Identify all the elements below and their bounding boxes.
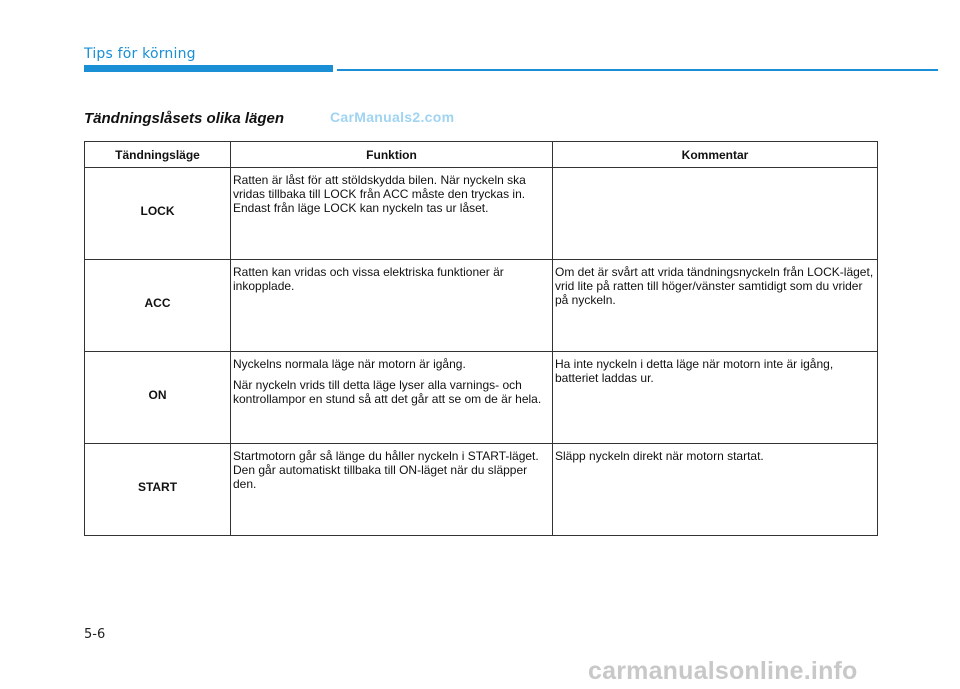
- column-header-comment: Kommentar: [553, 142, 878, 168]
- column-header-position: Tändningsläge: [85, 142, 231, 168]
- table-row: [85, 444, 878, 536]
- function-text: Startmotorn går så länge du håller nyckeln i START-läget. Den går automatiskt tillbaka till ON-läget när du släpper den.: [233, 449, 539, 491]
- position-label: ACC: [144, 295, 171, 310]
- table-header-row: [85, 142, 878, 168]
- ignition-positions-table: [84, 141, 878, 536]
- comment-cell: Släpp nyckeln direkt när motorn startat.: [553, 444, 878, 536]
- table-row: [85, 352, 878, 444]
- function-cell: [231, 444, 553, 536]
- table-row: [85, 168, 878, 260]
- page-number: 5-6: [84, 627, 106, 642]
- position-cell: [85, 168, 231, 260]
- comment-cell: Om det är svårt att vrida tändningsnyckeln från LOCK-läget, vrid lite på ratten till höger/vänster samtidigt som du vrider på nyckeln.: [553, 260, 878, 352]
- watermark-bottom: carmanualsonline.info: [588, 657, 858, 685]
- function-cell: [231, 260, 553, 352]
- section-title: Tips för körning: [84, 46, 196, 62]
- position-label: ON: [148, 387, 167, 402]
- position-label: START: [137, 479, 178, 494]
- page-heading: Tändningslåsets olika lägen: [84, 110, 285, 127]
- comment-cell: Ha inte nyckeln i detta läge när motorn inte är igång, batteriet laddas ur.: [553, 352, 878, 444]
- function-cell: [231, 352, 553, 444]
- function-text: Nyckelns normala läge när motorn är igång.: [233, 357, 466, 371]
- function-text: Ratten kan vridas och vissa elektriska funktioner är inkopplade.: [233, 265, 504, 293]
- position-label: LOCK: [140, 203, 175, 218]
- header-rule-thin: [337, 69, 938, 71]
- table-row: [85, 260, 878, 352]
- function-text: När nyckeln vrids till detta läge lyser alla varnings- och kontrollampor en stund så att det går att se om de är hela.: [233, 378, 542, 406]
- position-cell: [85, 444, 231, 536]
- position-cell: [85, 260, 231, 352]
- function-cell: [231, 168, 553, 260]
- comment-cell: [553, 168, 878, 260]
- watermark-top: CarManuals2.com: [330, 109, 455, 125]
- column-header-function: Funktion: [231, 142, 553, 168]
- position-cell: [85, 352, 231, 444]
- header-rule-thick: [84, 65, 333, 72]
- function-text: Ratten är låst för att stöldskydda bilen. När nyckeln ska vridas tillbaka till LOCK från ACC måste den tryckas in. Endast från läge LOCK kan nyckeln tas ur låset.: [233, 173, 526, 215]
